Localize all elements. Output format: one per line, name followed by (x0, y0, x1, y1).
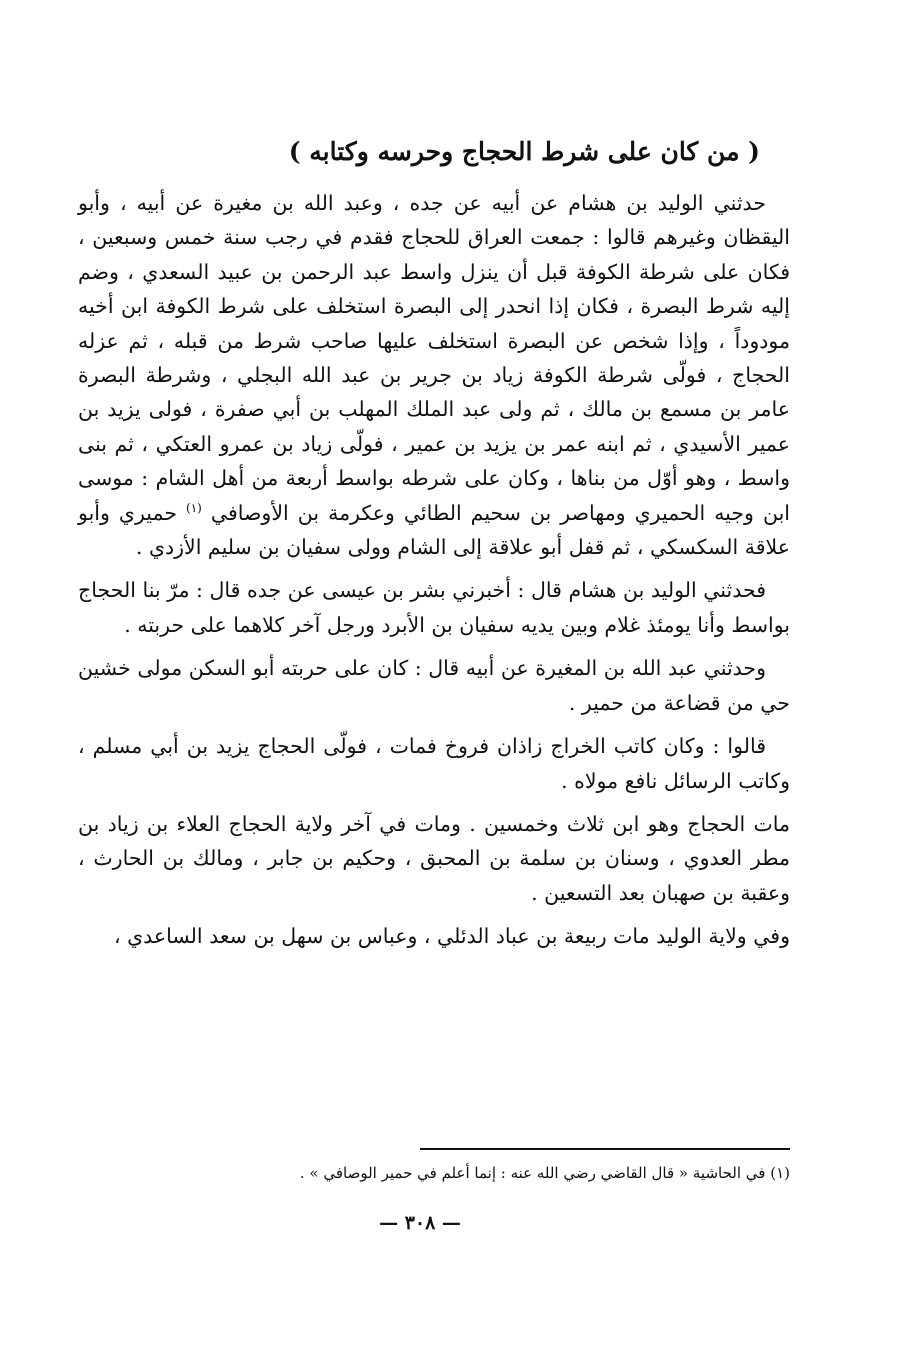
paragraph-2: فحدثني الوليد بن هشام قال : أخبرني بشر بن عيسى عن جده قال : مرّ بنا الحجاج بواسط وأنا يومئذ غلام وبين يديه سفيان بن الأبرد ورجل آخر كلاهما على حربته . (78, 578, 790, 637)
section-title: ( من كان على شرط الحجاج وحرسه وكتابه ) (288, 137, 760, 166)
footnote: (١) في الحاشية « قال القاضي رضي الله عنه : إنما أعلم في حمير الوصافي » . (299, 1164, 790, 1182)
paragraph-5: مات الحجاج وهو ابن ثلاث وخمسين . ومات في آخر ولاية الحجاج العلاء بن زياد بن مطر العدوي ، وسنان بن سلمة بن المحبق ، وحكيم بن جابر ، ومالك بن الحارث ، وعقبة بن صهبان بعد التسعين . (78, 811, 790, 905)
paragraph-6: وفي ولاية الوليد مات ربيعة بن عباد الدئلي ، وعباس بن سهل بن سعد الساعدي ، (113, 924, 790, 949)
paragraph-4: قالوا : وكان كاتب الخراج زاذان فروخ فمات ، فولّى الحجاج يزيد بن أبي مسلم ، وكاتب الرسائل نافع مولاه . (78, 734, 790, 793)
body-text (78, 186, 790, 963)
footnote-divider (420, 1148, 790, 1150)
paragraph-1 (78, 186, 790, 564)
paragraph-3: وحدثني عبد الله بن المغيرة عن أبيه قال : كان على حربته أبو السكن مولى خشين حي من قضاعة من حمير . (78, 656, 790, 715)
paragraph-1-text: حدثني الوليد بن هشام عن أبيه عن جده ، وعبد الله بن مغيرة عن أبيه ، وأبو اليقظان وغيرهم قالوا : جمعت العراق للحجاج فقدم في رجب سنة خمس وسبعين ، فكان على شرطة الكوفة قبل أن ينزل واسط عبد الرحمن بن عبيد السعدي ، وضم إليه شرط البصرة ، فكان إذا انحدر إلى البصرة استخلف على شرط الكوفة ابن أخيه مودوداً ، وإذا شخص عن البصرة استخلف عليها صاحب شرط من قبله ، ثم عزله الحجاج ، فولّى شرطة الكوفة زياد بن جرير بن عبد الله البجلي ، وشرطة البصرة عامر بن مسمع بن مالك ، ثم ولى عبد الملك المهلب بن أبي صفرة ، فولى يزيد بن عمير الأسيدي ، ثم ابنه عمر بن يزيد بن عمير ، فولّى زياد بن عمرو العتكي ، ثم بنى واسط ، وهو أوّل من بناها ، وكان على شرطه بواسط أربعة من أهل الشام : موسى ابن وجيه الحميري ومهاصر بن سحيم الطائي وعكرمة بن الأوصافي (78, 191, 790, 525)
paragraph-1-text-after: حميري وأبو علاقة السكسكي ، ثم قفل أبو علاقة إلى الشام وولى سفيان بن سليم الأزدي . (78, 500, 790, 560)
page-number: — ٣٠٨ — (379, 1212, 461, 1234)
footnote-reference[interactable]: (١) (186, 500, 202, 515)
